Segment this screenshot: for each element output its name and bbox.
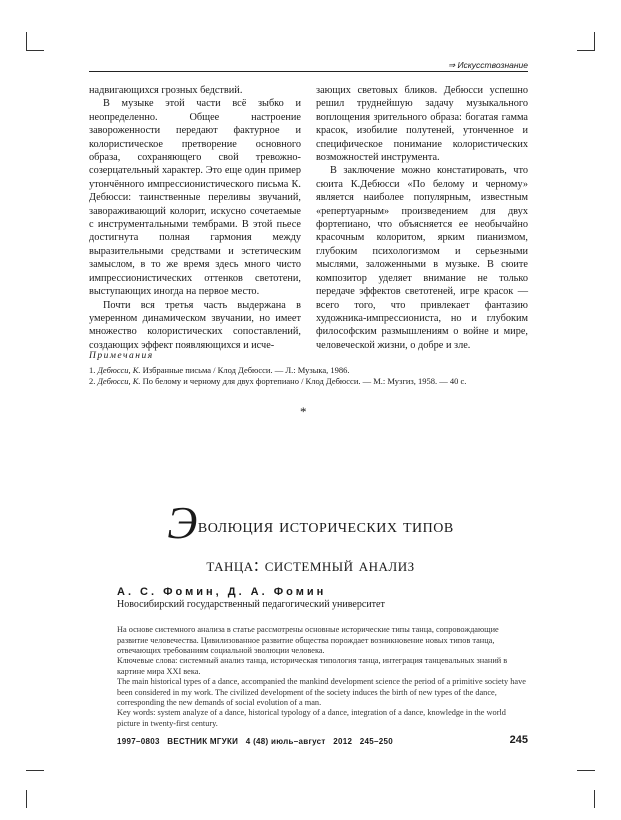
- article-title-line1: [0, 497, 621, 548]
- note-number: 2.: [89, 376, 98, 386]
- abstract-ru: На основе системного анализа в статье рассмотрены основные исторические типы танца, сопровождающие развитие человечества. Цивилизованное развитие общества порождает возникновение новых типов танца, отвечающих требованиям социальной эволюции человека.: [117, 625, 499, 656]
- notes-heading: Примечания: [89, 351, 154, 361]
- notes-list: [89, 365, 528, 388]
- note-author: Дебюсси, К.: [97, 364, 141, 375]
- abstract-en: The main historical types of a dance, accompanied the mankind development science the period of a primitive society have been considered in my work. The civilized development of the society induces the birth of new types of the dance, corresponding the new demands of social evolution of a man.: [117, 677, 526, 708]
- paragraph: Почти вся третья часть выдержана в умеренном динамическом звучании, но имеет множество колористических сопоставлений, создающих эффект появляющихся и исче-: [89, 299, 301, 351]
- note-number: 1.: [89, 364, 98, 375]
- crop-mark: [26, 32, 27, 50]
- title-line1-text: волюция исторических типов: [197, 515, 454, 537]
- journal-citation: 1997–0803 ВЕСТНИК МГУКИ 4 (48) июль–август 2012 245–250: [117, 737, 394, 746]
- note-item: [89, 365, 528, 377]
- paragraph: В заключение можно констатировать, что сюита К.Дебюсси «По белому и черному» является наиболее популярным, известным «репертуарным» произведением для двух фортепиано, что объясняется ее необычайно красочным колоритом, ярким пианизмом, глубоким психологизмом и серьезными мыслями, заложенными в музыке. В сюите композитор уделяет внимание не только передаче эффектов светотеней, игре красок — всего того, что привлекает фантазию художника-импрессиониста, но и глубоким философским размышлениям о войне и мире, человеческой жизни, о добре и зле.: [316, 165, 528, 351]
- note-item: [89, 376, 528, 388]
- crop-mark: [594, 790, 595, 808]
- left-column: [89, 84, 301, 352]
- section-separator: *: [300, 404, 307, 419]
- keywords-en: Key words: system analyze of a dance, historical typology of a dance, integration of a dance, knowledge in the world picture in twenty-first century.: [117, 708, 506, 728]
- title-initial: Э: [167, 497, 198, 548]
- right-column: [316, 84, 528, 352]
- article-affiliation: Новосибирский государственный педагогический университет: [117, 599, 385, 610]
- header-rule: [89, 71, 528, 72]
- notes-section: [89, 351, 528, 388]
- note-author: Дебюсси, К.: [97, 376, 141, 386]
- article-title-line2: танца: системный анализ: [206, 555, 415, 576]
- crop-mark: [26, 770, 44, 771]
- crop-mark: [26, 50, 44, 51]
- crop-mark: [26, 790, 27, 808]
- paragraph: надвигающихся грозных бедствий.: [89, 85, 243, 96]
- crop-mark: [577, 50, 595, 51]
- keywords-ru: Ключевые слова: системный анализ танца, историческая типология танца, интеграция танцевальных знаний в картине мира XXI века.: [117, 656, 508, 676]
- page-number: 245: [509, 734, 528, 746]
- paragraph: В музыке этой части всё зыбко и неопределенно. Общее настроение завороженности передают фактурное и колористическое претворение основного образа, сохраняющего свой тревожно-созерцательный характер. Это еще один пример утончённого импрессионистического письма К. Дебюсси: таинственные переливы звучаний, завораживающий колорит, искусно сочетаемые с инструментальными тембрами. В этой пьесе достигнута полная гармония между выразительными средствами и эстетическим замыслом, в то же время здесь много чисто импрессионистических оттенков светотени, выступающих иногда на первое место.: [89, 98, 301, 298]
- crop-mark: [594, 32, 595, 50]
- paragraph: зающих световых бликов. Дебюсси успешно решил труднейшую задачу музыкального воплощения зрительного образа: богатая гамма красок, изобилие полутеней, утонченное и специфическое понимание колористических возможностей инструмента.: [316, 85, 528, 164]
- note-text: По белому и черному для двух фортепиано / Клод Дебюсси. — М.: Музгиз, 1958. — 40 с.: [140, 376, 467, 386]
- note-text: Избранные письма / Клод Дебюсси. — Л.: Музыка, 1986.: [140, 364, 350, 375]
- running-header: ⇒ Искусствознание: [447, 60, 528, 70]
- crop-mark: [577, 770, 595, 771]
- article-authors: А. С. Фомин, Д. А. Фомин: [117, 586, 327, 598]
